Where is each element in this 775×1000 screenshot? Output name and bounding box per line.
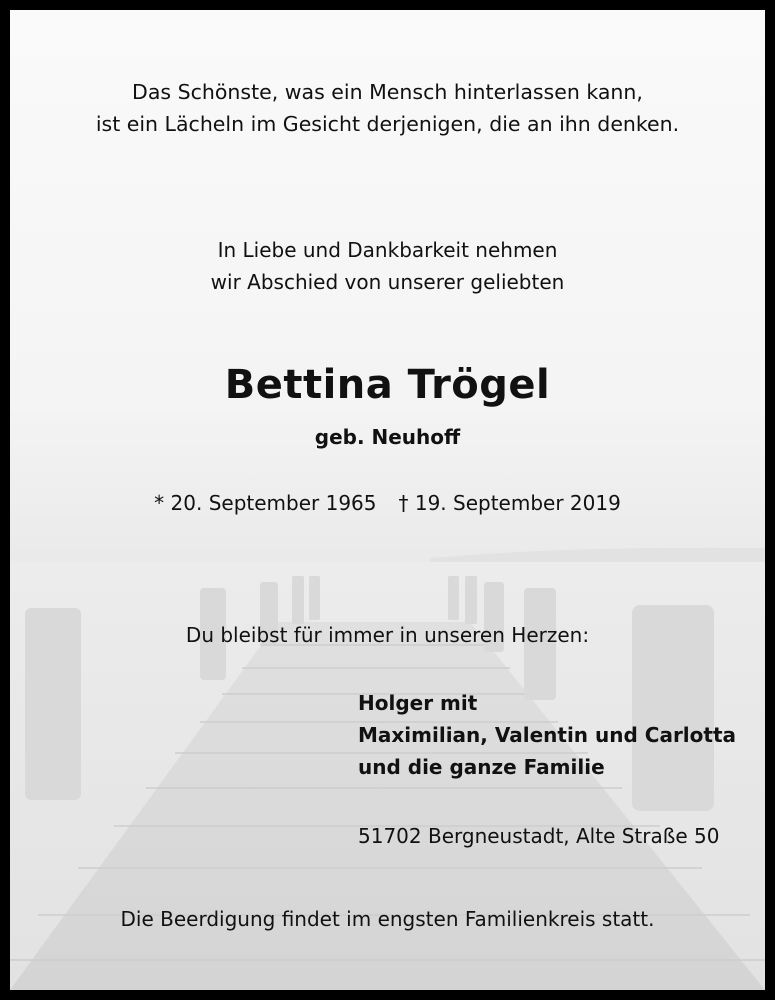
maiden-name: geb. Neuhoff [314,425,461,449]
mourners-list [358,687,736,783]
mourner-line: Holger mit [358,691,478,715]
life-dates [10,487,765,519]
birth-date: * 20. September 1965 [154,491,377,515]
death-date: † 19. September 2019 [398,491,621,515]
intro-line: wir Abschied von unserer geliebten [210,270,565,294]
farewell-intro [10,234,765,298]
mourner-line: und die ganze Familie [358,755,605,779]
quote-line: Das Schönste, was ein Mensch hinterlassen kann, [132,80,643,104]
quote-line: ist ein Lächeln im Gesicht derjenigen, die an ihn denken. [95,112,680,136]
deceased-name: Bettina Trögel [224,362,551,408]
opening-quote [10,76,765,140]
intro-line: In Liebe und Dankbarkeit nehmen [217,238,558,262]
remembrance-line: Du bleibst für immer in unseren Herzen: [185,623,590,647]
funeral-note: Die Beerdigung findet im engsten Familienkreis statt. [120,907,655,931]
family-address: 51702 Bergneustadt, Alte Straße 50 [358,824,720,848]
mourner-line: Maximilian, Valentin und Carlotta [358,723,737,747]
